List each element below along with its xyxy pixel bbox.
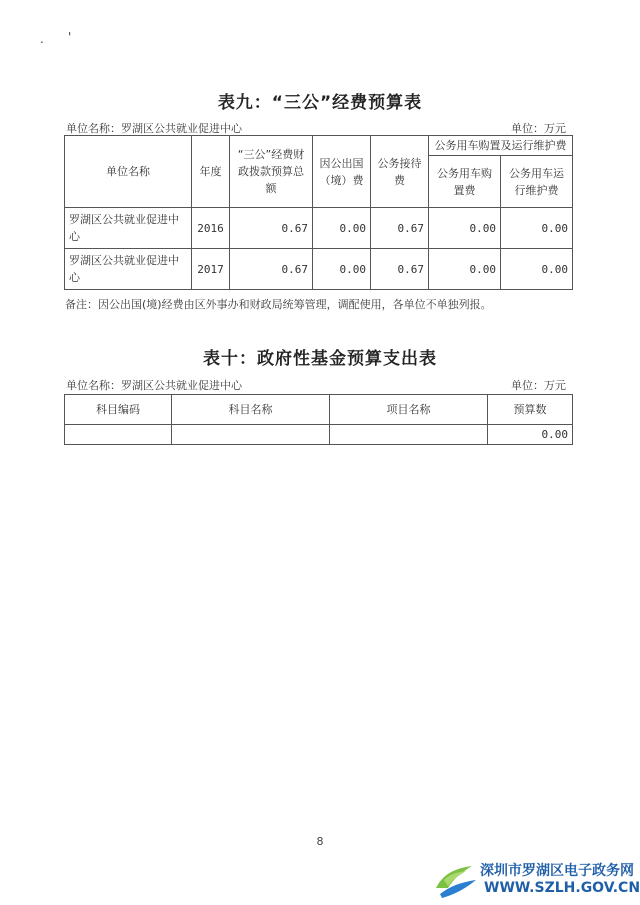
table9-cell-total: 0.67 xyxy=(230,208,313,249)
table10-header-subject: 科目名称 xyxy=(172,395,330,425)
table9-header-unit: 单位名称 xyxy=(65,136,192,208)
table10-unit-name: 单位名称：罗湖区公共就业促进中心 xyxy=(66,379,242,392)
table9-header-car-group: 公务用车购置及运行维护费 xyxy=(429,136,573,156)
swoosh-logo-icon xyxy=(432,858,478,900)
table9-header-car-operation: 公务用车运行维护费 xyxy=(501,156,573,208)
table9-title: 表九：“三公”经费预算表 xyxy=(217,93,423,113)
table10-cell-amount: 0.00 xyxy=(488,425,573,445)
table-row xyxy=(65,425,573,445)
table-row xyxy=(65,249,573,290)
table9-cell-total: 0.67 xyxy=(230,249,313,290)
table10-cell-project xyxy=(330,425,488,445)
scan-mark: . xyxy=(40,32,44,46)
table10-cell-subject xyxy=(172,425,330,445)
table9-cell-car-operation: 0.00 xyxy=(501,249,573,290)
table9-header-abroad: 因公出国（境）费 xyxy=(313,136,371,208)
table10-cell-code xyxy=(65,425,172,445)
table9-cell-car-purchase: 0.00 xyxy=(429,249,501,290)
table9-header-total: “三公”经费财政拨款预算总额 xyxy=(230,136,313,208)
table9-cell-abroad: 0.00 xyxy=(313,249,371,290)
table9-unit-name: 单位名称：罗湖区公共就业促进中心 xyxy=(66,122,242,135)
table9-unit-measure: 单位：万元 xyxy=(511,122,566,135)
table9 xyxy=(64,135,573,290)
site-url: WWW.SZLH.GOV.CN xyxy=(484,880,640,896)
table9-cell-abroad: 0.00 xyxy=(313,208,371,249)
table9-cell-year: 2016 xyxy=(192,208,230,249)
table9-note: 备注：因公出国(境)经费由区外事办和财政局统筹管理，调配使用，各单位不单独列报。 xyxy=(65,298,492,311)
site-watermark xyxy=(432,858,640,902)
site-name: 深圳市罗湖区电子政务网 xyxy=(480,863,634,879)
table9-cell-unit: 罗湖区公共就业促进中心 xyxy=(65,249,192,290)
table9-header-year: 年度 xyxy=(192,136,230,208)
table9-cell-reception: 0.67 xyxy=(371,249,429,290)
table9-cell-unit: 罗湖区公共就业促进中心 xyxy=(65,208,192,249)
table10-header-amount: 预算数 xyxy=(488,395,573,425)
table10-header-project: 项目名称 xyxy=(330,395,488,425)
scan-mark: ' xyxy=(68,30,72,44)
table-row xyxy=(65,208,573,249)
table9-cell-car-purchase: 0.00 xyxy=(429,208,501,249)
table10-header-code: 科目编码 xyxy=(65,395,172,425)
table10-unit-measure: 单位：万元 xyxy=(511,379,566,392)
page-number: 8 xyxy=(316,835,324,848)
table10-title: 表十：政府性基金预算支出表 xyxy=(203,349,437,369)
table10 xyxy=(64,394,573,445)
table9-header-car-purchase: 公务用车购置费 xyxy=(429,156,501,208)
table9-cell-car-operation: 0.00 xyxy=(501,208,573,249)
table9-header-reception: 公务接待费 xyxy=(371,136,429,208)
table9-cell-reception: 0.67 xyxy=(371,208,429,249)
table9-cell-year: 2017 xyxy=(192,249,230,290)
